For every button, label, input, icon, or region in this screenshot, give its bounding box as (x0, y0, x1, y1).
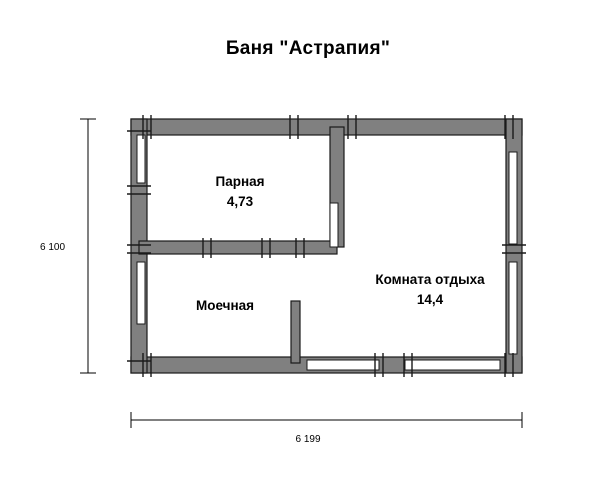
room-area-parnaya: 4,73 (226, 193, 254, 209)
dimension-left-label: 6 100 (40, 242, 66, 253)
page-title: Баня "Астрапия" (225, 38, 391, 59)
room-name-komnata-otdyha: Комната отдыха (375, 272, 485, 287)
room-area-komnata-otdyha: 14,4 (416, 291, 444, 307)
room-name-moechnaya: Моечная (195, 298, 255, 313)
room-label-parnaya (160, 172, 320, 211)
walls-group (131, 119, 522, 373)
room-name-parnaya: Парная (215, 174, 265, 189)
room-label-komnata-otdyha (330, 270, 530, 309)
room-label-moechnaya (145, 296, 305, 316)
dimension-bottom-label: 6 199 (295, 434, 321, 445)
